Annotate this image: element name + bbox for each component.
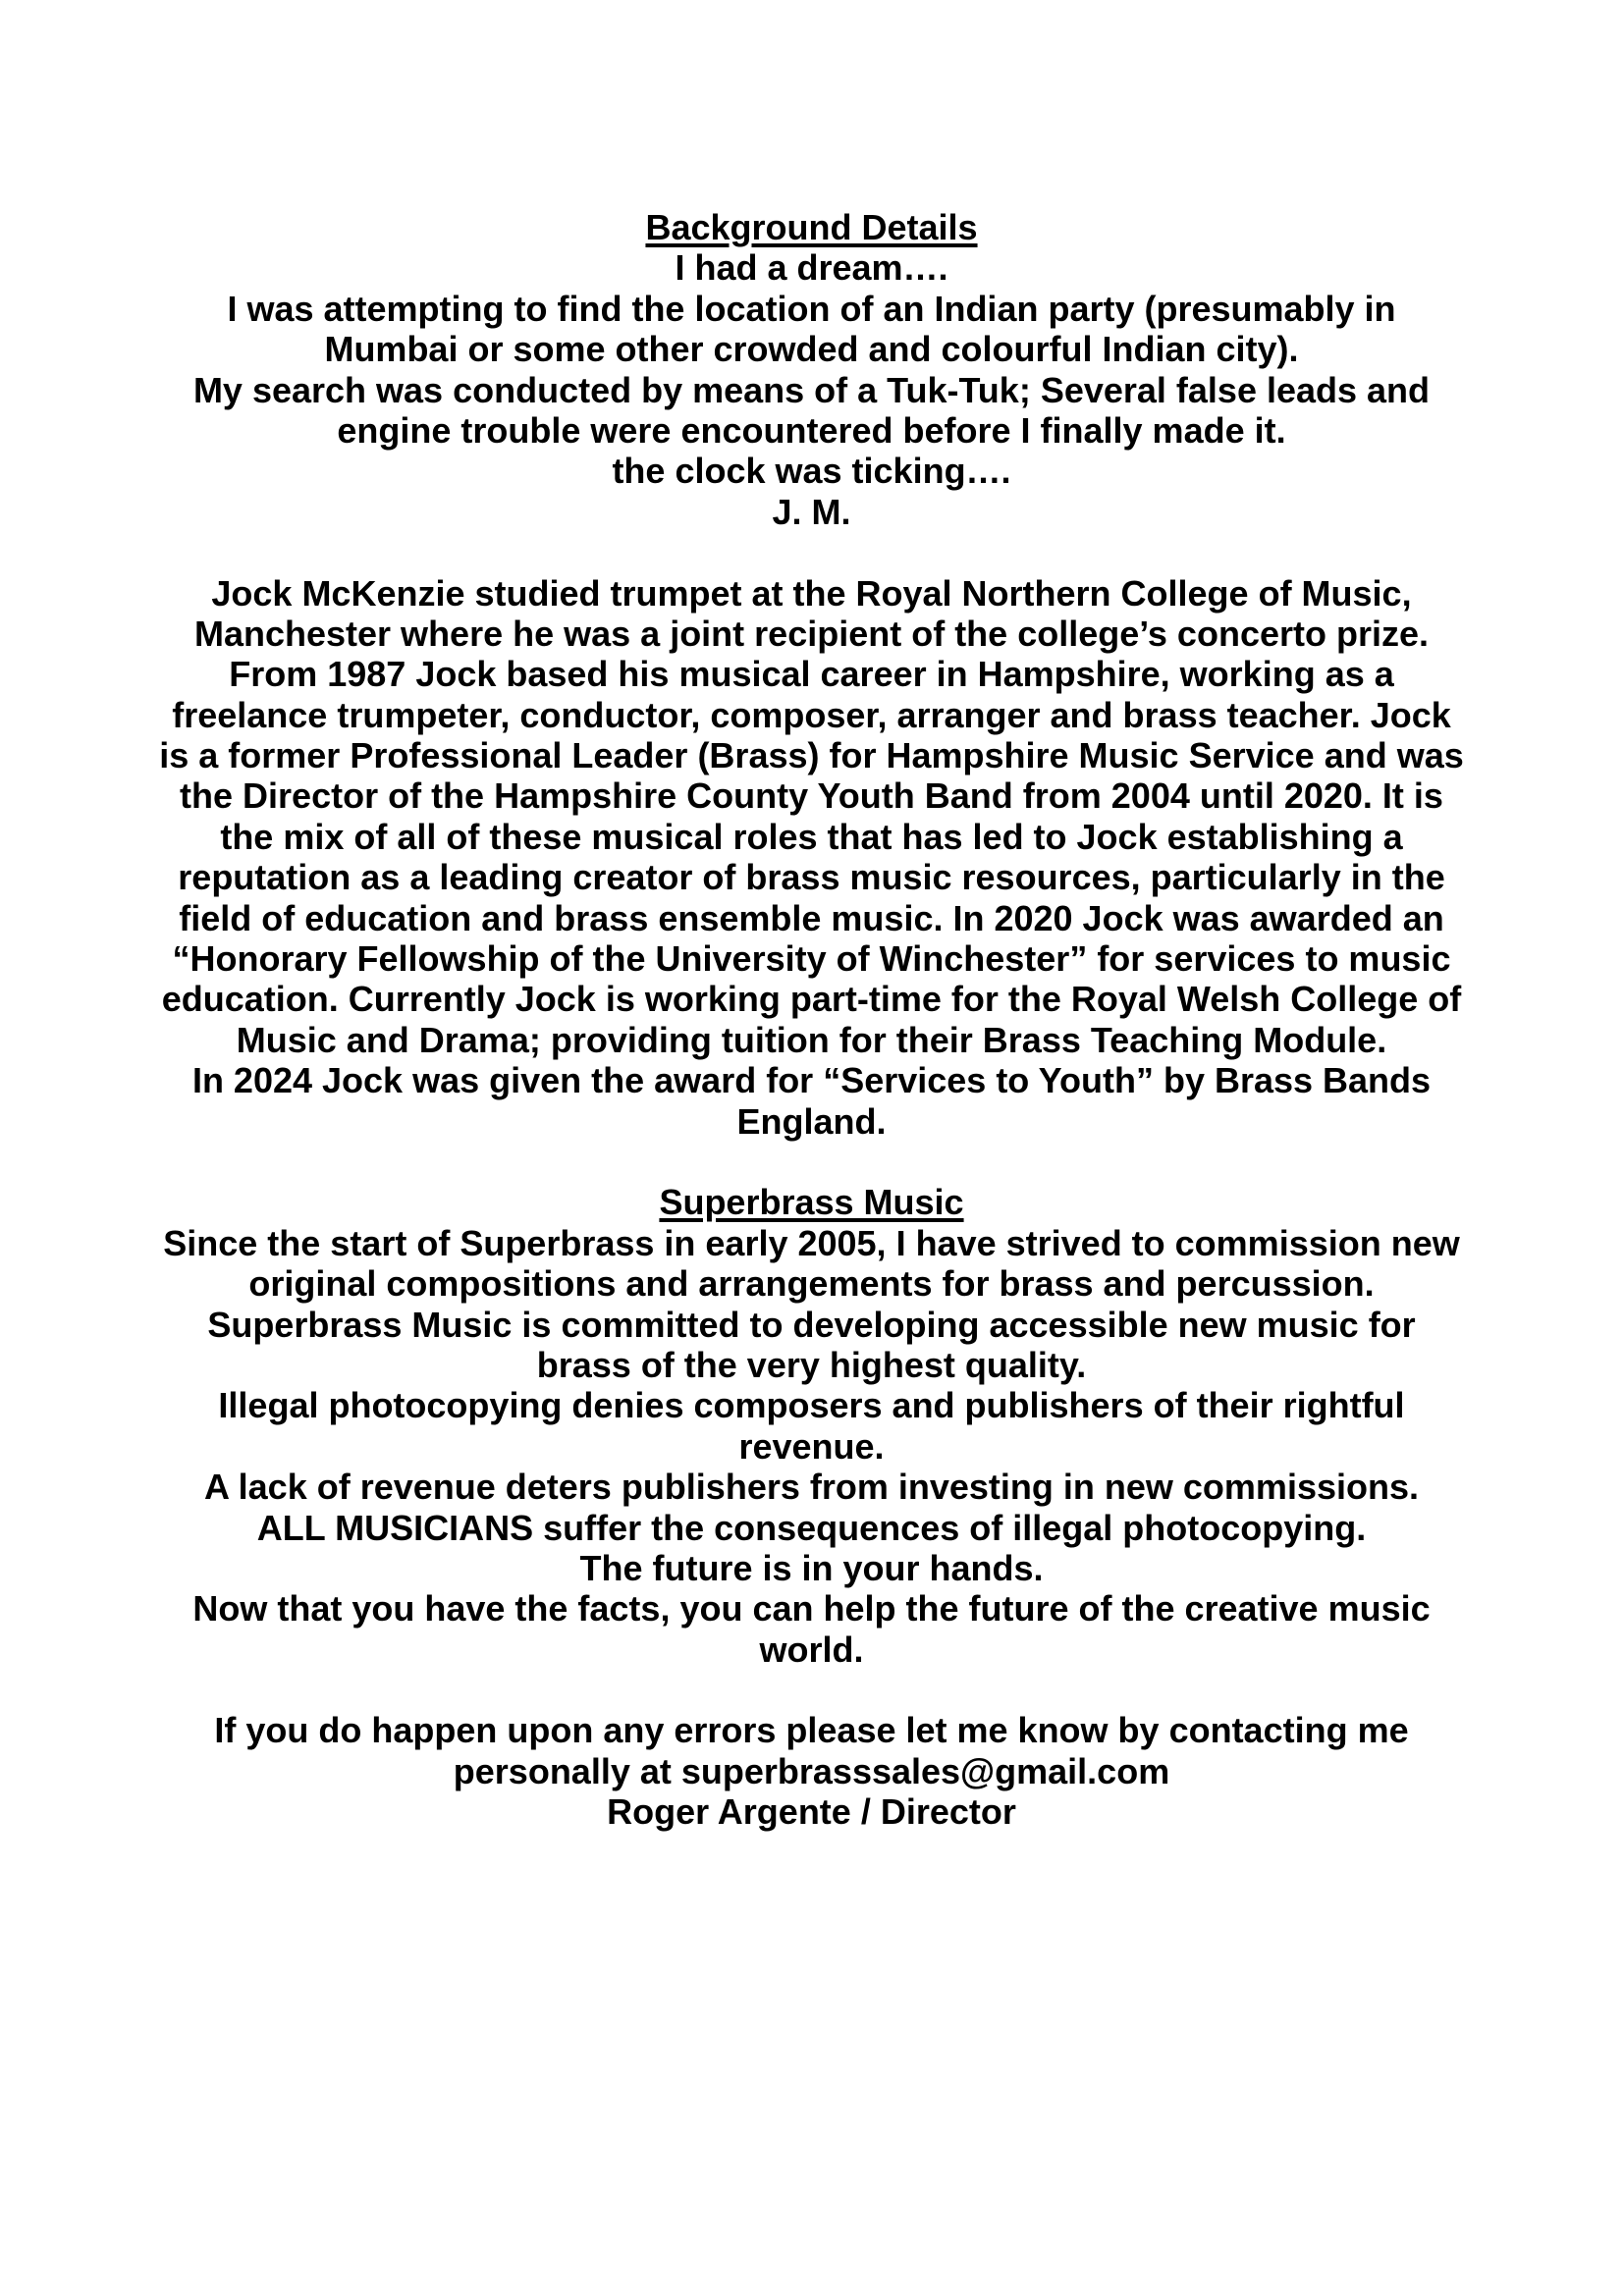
intro-line: I had a dream…. (675, 247, 948, 289)
bio-line: reputation as a leading creator of brass music resources, particularly in the (178, 857, 1445, 898)
bio-line: the Director of the Hampshire County Youth Band from 2004 until 2020. It is (180, 775, 1443, 817)
blank-line (0, 532, 1623, 572)
closing-contact-email-line: personally at superbrasssales@gmail.com (453, 1750, 1170, 1791)
bio-line: freelance trumpeter, conductor, composer, arranger and brass teacher. Jock (172, 694, 1451, 735)
blank-line (0, 1142, 1623, 1182)
superbrass-line: ALL MUSICIANS suffer the consequences of illegal photocopying. (256, 1507, 1367, 1548)
superbrass-line: A lack of revenue deters publishers from investing in new commissions. (203, 1467, 1419, 1508)
bio-line: In 2024 Jock was given the award for “Services to Youth” by Brass Bands (191, 1060, 1432, 1101)
superbrass-line: original compositions and arrangements for brass and percussion. (248, 1263, 1375, 1305)
closing-signature: Roger Argente / Director (607, 1791, 1016, 1833)
superbrass-line: The future is in your hands. (579, 1547, 1044, 1588)
bio-line: Jock McKenzie studied trumpet at the Royal Northern College of Music, (211, 572, 1412, 614)
bio-line: From 1987 Jock based his musical career in Hampshire, working as a (229, 654, 1394, 695)
superbrass-line: Illegal photocopying denies composers and publishers of their rightful (218, 1385, 1405, 1426)
intro-line: engine trouble were encountered before I finally made it. (337, 409, 1286, 451)
superbrass-line: world. (759, 1629, 864, 1670)
superbrass-line: Superbrass Music is committed to developing accessible new music for (207, 1304, 1416, 1345)
section-heading-background-details: Background Details (645, 207, 978, 247)
intro-line: My search was conducted by means of a Tuk-Tuk; Several false leads and (192, 369, 1431, 410)
intro-line: Mumbai or some other crowded and colourful Indian city). (324, 329, 1299, 370)
bio-line: is a former Professional Leader (Brass) for Hampshire Music Service and was (159, 735, 1464, 776)
intro-line: I was attempting to find the location of an Indian party (presumably in (227, 288, 1396, 329)
bio-line: “Honorary Fellowship of the University of Winchester” for services to music (172, 938, 1451, 980)
blank-line (0, 1670, 1623, 1710)
bio-line: field of education and brass ensemble music. In 2020 Jock was awarded an (179, 897, 1444, 938)
bio-line: the mix of all of these musical roles that has led to Jock establishing a (220, 816, 1403, 857)
section-heading-superbrass-music: Superbrass Music (659, 1182, 964, 1223)
superbrass-line: revenue. (738, 1425, 885, 1467)
bio-line: Manchester where he was a joint recipient of the college’s concerto prize. (193, 613, 1429, 654)
document-text-block (0, 207, 1623, 1833)
intro-signature: J. M. (772, 491, 851, 532)
closing-line: If you do happen upon any errors please let me know by contacting me (214, 1710, 1409, 1751)
bio-line: Music and Drama; providing tuition for their Brass Teaching Module. (236, 1019, 1387, 1060)
superbrass-line: Now that you have the facts, you can help the future of the creative music (192, 1588, 1431, 1629)
superbrass-line: brass of the very highest quality. (536, 1344, 1087, 1385)
superbrass-line: Since the start of Superbrass in early 2005, I have strived to commission new (163, 1222, 1460, 1263)
intro-line: the clock was ticking…. (612, 451, 1011, 492)
bio-line: England. (736, 1100, 887, 1142)
bio-line: education. Currently Jock is working part-time for the Royal Welsh College of (161, 979, 1462, 1020)
